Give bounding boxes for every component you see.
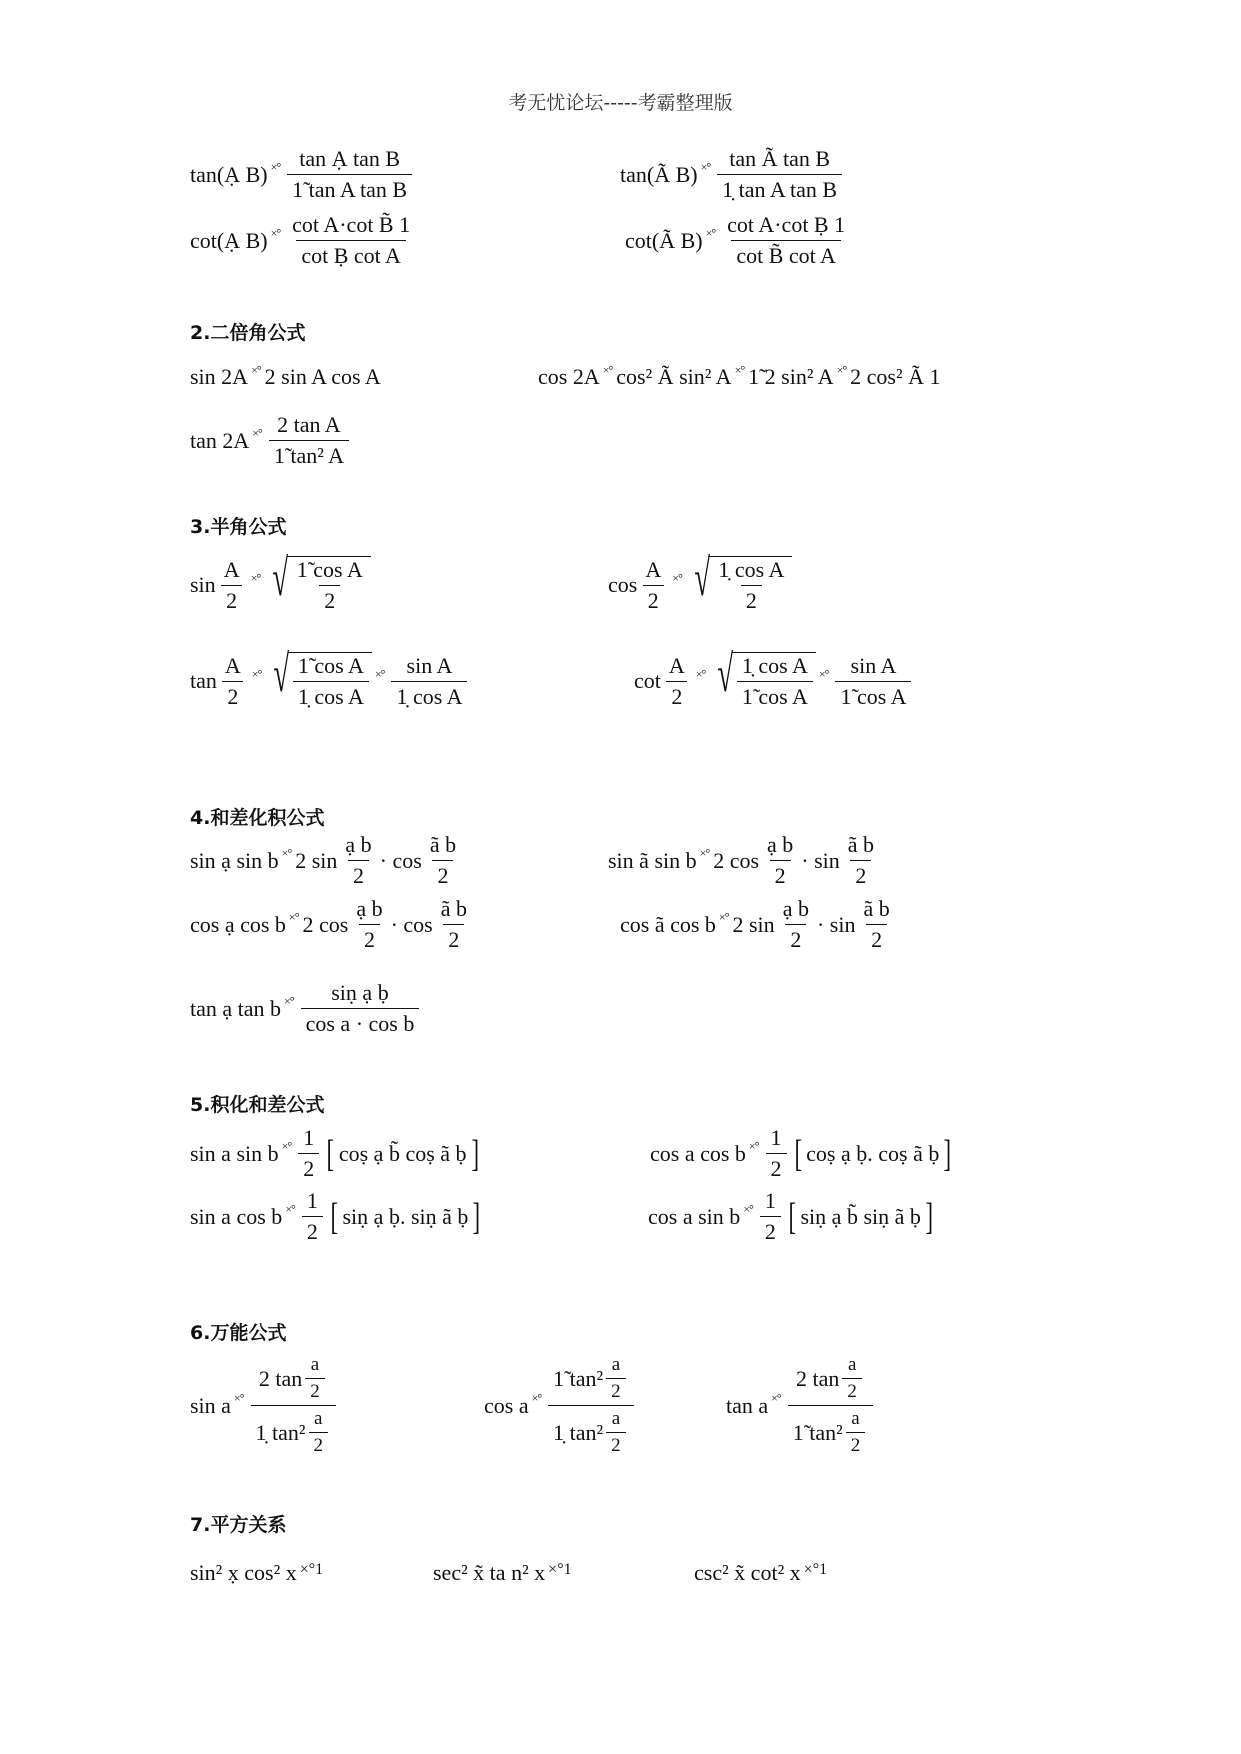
formula-rhs: 2 cos² Ã 1 bbox=[850, 364, 941, 389]
fraction bbox=[664, 653, 690, 710]
numerator: a bbox=[847, 1354, 857, 1375]
left-bracket: [ bbox=[794, 1132, 802, 1175]
formula-lhs: cos a bbox=[484, 1392, 529, 1418]
fraction bbox=[269, 412, 349, 469]
denominator: 2 bbox=[298, 1153, 319, 1182]
equals-mark: ×° bbox=[285, 1202, 295, 1216]
formula-cos-half bbox=[608, 550, 792, 614]
left-bracket: [ bbox=[788, 1195, 796, 1238]
formula-lhs: tan ạ tan b bbox=[190, 995, 282, 1021]
equals-mark: ×° bbox=[250, 570, 261, 585]
numerator: a bbox=[611, 1408, 621, 1429]
equals-mark: ×° bbox=[818, 666, 829, 681]
formula-lhs: tan(Ạ B) bbox=[190, 161, 268, 187]
denominator: 2 bbox=[846, 1432, 866, 1457]
denominator: cot B̃ cot A bbox=[731, 240, 841, 269]
radical-sign: √ bbox=[694, 550, 710, 607]
formula-lhs: sin bbox=[190, 572, 216, 597]
page-header: 考无忧论坛-----考霸整理版 bbox=[508, 92, 733, 114]
formula-tan-half bbox=[190, 646, 470, 710]
right-bracket: ] bbox=[472, 1195, 481, 1238]
section-heading: 6.万能公式 bbox=[190, 1322, 287, 1344]
fraction bbox=[436, 896, 472, 953]
formula-lhs: cot bbox=[634, 668, 661, 693]
equals-mark: ×° bbox=[251, 666, 262, 681]
denominator: 2 bbox=[643, 585, 664, 614]
fraction bbox=[835, 653, 911, 710]
denominator: 2 bbox=[432, 860, 453, 889]
formula-term: 2 cos bbox=[713, 847, 760, 873]
fraction bbox=[606, 1354, 626, 1403]
formula-lhs: tan(Ã B) bbox=[620, 161, 698, 187]
numerator-term: 1̃ tan² bbox=[553, 1365, 604, 1391]
formula-lhs: tan bbox=[190, 668, 217, 693]
fraction bbox=[846, 1408, 866, 1457]
numerator: A bbox=[223, 556, 240, 582]
denominator: cos a · cos b bbox=[301, 1008, 420, 1037]
equals-mark: ×° bbox=[270, 226, 281, 240]
formula-cot-half bbox=[634, 646, 914, 710]
fraction bbox=[737, 653, 813, 710]
denominator: 2 bbox=[319, 585, 340, 614]
numerator: ã b bbox=[863, 896, 890, 921]
numerator: ạ b bbox=[356, 896, 383, 921]
equals-mark: ×° bbox=[251, 362, 261, 377]
formula-lhs: tan 2A bbox=[190, 427, 250, 453]
fraction bbox=[842, 1354, 862, 1403]
equals-mark: ×°1 bbox=[548, 1561, 572, 1578]
formula-lhs: sin ạ sin b bbox=[190, 847, 279, 873]
equals-mark: ×° bbox=[700, 160, 711, 174]
formula-sin-double bbox=[190, 364, 381, 390]
fraction bbox=[220, 653, 246, 710]
denominator: 2 bbox=[359, 924, 380, 953]
formula-tan-diff bbox=[620, 146, 845, 203]
denominator: 2 bbox=[222, 681, 243, 710]
formula-lhs: cos a cos b bbox=[650, 1140, 746, 1166]
denominator: 2 bbox=[766, 1153, 787, 1182]
fraction bbox=[766, 1125, 787, 1182]
formula-sin-half bbox=[190, 550, 371, 614]
formula-sum-to-product-sin-minus bbox=[608, 832, 882, 889]
denominator: 2 bbox=[760, 1216, 781, 1245]
section-heading: 2.二倍角公式 bbox=[190, 322, 306, 344]
denominator: 1̃ tan² A bbox=[269, 440, 349, 469]
denominator bbox=[251, 1405, 336, 1457]
numerator: ã b bbox=[847, 832, 875, 857]
denominator: 1̃ tan A tan B bbox=[287, 174, 412, 203]
fraction bbox=[640, 557, 666, 614]
formula-pythagorean-sin-cos bbox=[190, 1560, 327, 1586]
denominator: 2 bbox=[770, 860, 791, 889]
numerator: 1̣ cos A bbox=[718, 557, 785, 582]
left-bracket: [ bbox=[326, 1132, 335, 1175]
section-heading: 7.平方关系 bbox=[190, 1514, 287, 1536]
right-bracket: ] bbox=[471, 1132, 479, 1175]
numerator-term: 2 tan bbox=[796, 1365, 840, 1391]
denominator: 2 bbox=[666, 681, 687, 710]
formula-rhs: 1̃ 2 sin² A bbox=[748, 364, 834, 389]
formula-tan-sum bbox=[190, 146, 415, 203]
formula-lhs: cos a sin b bbox=[648, 1203, 741, 1229]
numerator: ạ b bbox=[345, 832, 372, 857]
fraction bbox=[713, 557, 789, 614]
numerator: ạ b bbox=[767, 832, 794, 857]
formula-tan-double bbox=[190, 412, 352, 469]
formula-lhs: cos bbox=[608, 572, 638, 597]
fraction bbox=[351, 896, 387, 953]
numerator bbox=[548, 1354, 633, 1405]
fraction bbox=[287, 146, 412, 203]
formula-universal-cos bbox=[484, 1354, 637, 1457]
formula-tan-sum-product bbox=[190, 980, 422, 1037]
denominator: 2 bbox=[302, 1216, 323, 1245]
formula-term: · sin bbox=[801, 847, 840, 873]
fraction bbox=[287, 212, 415, 269]
radicand bbox=[287, 556, 371, 614]
equals-mark: ×° bbox=[748, 1139, 759, 1153]
fraction bbox=[778, 896, 814, 953]
numerator: 1̣ cos A bbox=[741, 653, 808, 678]
denominator bbox=[548, 1405, 633, 1457]
denominator: cot Ḅ cot A bbox=[296, 240, 406, 269]
formula-cos-double bbox=[538, 364, 940, 390]
formula-product-to-sum-sin-cos bbox=[190, 1188, 485, 1245]
radicand bbox=[288, 652, 372, 710]
formula-cot-sum bbox=[190, 212, 418, 269]
formula-term: 2 cos bbox=[302, 911, 349, 937]
square-root bbox=[267, 646, 372, 710]
formula-lhs: sin a sin b bbox=[190, 1140, 279, 1166]
numerator: siṇ ạ ḅ bbox=[331, 980, 389, 1005]
denominator: 1̣ cos A bbox=[391, 681, 467, 710]
equals-mark: ×° bbox=[695, 666, 706, 681]
fraction bbox=[301, 980, 420, 1037]
denominator: 1̃ cos A bbox=[737, 681, 813, 710]
fraction bbox=[292, 557, 368, 614]
formula-sum-to-product-sin-plus bbox=[190, 832, 464, 889]
fraction bbox=[391, 653, 467, 710]
denominator-term: 1̣ tan² bbox=[553, 1419, 604, 1445]
denominator: 1̃ cos A bbox=[835, 681, 911, 710]
formula-product-to-sum-cos-cos bbox=[650, 1125, 956, 1182]
numerator: ã b bbox=[429, 832, 457, 857]
equals-mark: ×° bbox=[602, 362, 613, 377]
fraction bbox=[760, 1188, 781, 1245]
denominator: 2 bbox=[785, 924, 806, 953]
numerator: 1 bbox=[764, 1188, 776, 1213]
square-root bbox=[266, 550, 371, 614]
numerator: a bbox=[310, 1354, 320, 1375]
formula-lhs: sin 2A bbox=[190, 364, 249, 389]
equals-mark: ×° bbox=[672, 570, 682, 585]
equals-mark: ×° bbox=[281, 846, 292, 860]
fraction bbox=[219, 557, 245, 614]
section-heading: 5.积化和差公式 bbox=[190, 1094, 325, 1116]
denominator: 2 bbox=[348, 860, 369, 889]
bracket-content: siṇ ạ b̃ siṇ ã ḅ bbox=[800, 1203, 921, 1229]
section-heading: 4.和差化积公式 bbox=[190, 807, 325, 829]
formula-lhs: sec² x̃ ta n² x bbox=[433, 1560, 546, 1585]
formula-product-to-sum-sin-sin bbox=[190, 1125, 483, 1182]
formula-sum-to-product-cos-minus bbox=[620, 896, 898, 953]
fraction bbox=[425, 832, 461, 889]
numerator: sin A bbox=[406, 652, 453, 678]
numerator bbox=[791, 1354, 870, 1405]
formula-lhs: sin a cos b bbox=[190, 1203, 283, 1229]
radical-sign: √ bbox=[717, 646, 734, 703]
denominator bbox=[788, 1405, 873, 1457]
equals-mark: ×° bbox=[771, 1391, 781, 1405]
equals-mark: ×° bbox=[270, 160, 281, 174]
numerator: a bbox=[611, 1354, 621, 1375]
denominator: 2 bbox=[741, 585, 762, 614]
equals-mark: ×° bbox=[718, 910, 729, 924]
fraction bbox=[606, 1408, 626, 1457]
denominator: 2 bbox=[443, 924, 464, 953]
formula-lhs: cos ạ cos b bbox=[190, 911, 286, 937]
numerator bbox=[254, 1354, 333, 1405]
numerator-term: 2 tan bbox=[258, 1365, 303, 1391]
numerator: 1 bbox=[306, 1188, 318, 1213]
radicand bbox=[708, 556, 792, 614]
section-heading: 3.半角公式 bbox=[190, 516, 287, 538]
formula-term: · cos bbox=[390, 911, 433, 937]
formula-term: · sin bbox=[816, 911, 856, 937]
fraction bbox=[309, 1408, 329, 1457]
formula-lhs: csc² x̃ cot² x bbox=[694, 1560, 801, 1585]
formula-rhs: cos² Ã sin² A bbox=[616, 364, 732, 389]
fraction bbox=[293, 653, 369, 710]
numerator: tan Ạ tan B bbox=[299, 146, 401, 171]
numerator: ạ b bbox=[782, 896, 809, 921]
denominator: 2 bbox=[606, 1378, 626, 1403]
denominator-term: 1̃ tan² bbox=[792, 1419, 843, 1445]
formula-lhs: cos 2A bbox=[538, 364, 600, 389]
equals-mark: ×° bbox=[743, 1202, 753, 1216]
numerator: 1̃ cos A bbox=[296, 557, 363, 582]
fraction bbox=[340, 832, 376, 889]
formula-pythagorean-sec-tan bbox=[433, 1560, 576, 1586]
equals-mark: ×° bbox=[734, 362, 745, 377]
formula-product-to-sum-cos-sin bbox=[648, 1188, 938, 1245]
formula-term: · cos bbox=[379, 847, 422, 873]
numerator: cot A·cot Ḅ 1 bbox=[727, 212, 846, 237]
bracket-content: coṣ ạ ḅ. coṣ ã ḅ bbox=[806, 1140, 940, 1166]
equals-mark: ×° bbox=[531, 1391, 542, 1405]
numerator: 1 bbox=[303, 1125, 315, 1150]
square-root bbox=[688, 550, 793, 614]
numerator: sin A bbox=[850, 652, 897, 678]
formula-lhs: sin² x̣ cos² x bbox=[190, 1560, 297, 1585]
equals-mark: ×° bbox=[281, 1139, 292, 1153]
fraction bbox=[858, 896, 894, 953]
equals-mark: ×°1 bbox=[299, 1561, 324, 1578]
formula-term: 2 sin bbox=[732, 911, 775, 937]
equals-mark: ×° bbox=[233, 1391, 244, 1405]
denominator: 2 bbox=[305, 1378, 325, 1403]
fraction bbox=[302, 1188, 323, 1245]
left-bracket: [ bbox=[330, 1195, 338, 1238]
equals-mark: ×° bbox=[288, 910, 299, 924]
denominator: 2 bbox=[606, 1432, 626, 1457]
square-root bbox=[711, 646, 816, 710]
numerator: tan Ã tan B bbox=[729, 146, 831, 171]
numerator: ã b bbox=[440, 896, 468, 921]
fraction bbox=[298, 1125, 319, 1182]
numerator: 1̃ cos A bbox=[297, 653, 364, 678]
denominator: 2 bbox=[309, 1432, 329, 1457]
denominator: 1̣ tan A tan B bbox=[717, 174, 842, 203]
fraction bbox=[548, 1354, 633, 1457]
denominator: 2 bbox=[866, 924, 887, 953]
equals-mark: ×°1 bbox=[803, 1561, 828, 1578]
numerator: 1 bbox=[770, 1125, 782, 1150]
numerator: 2 tan A bbox=[277, 412, 341, 437]
fraction bbox=[762, 832, 798, 889]
denominator-term: 1̣ tan² bbox=[255, 1419, 306, 1445]
numerator: A bbox=[224, 652, 241, 678]
bracket-content: coṣ ạ b̃ coṣ ã ḅ bbox=[338, 1140, 467, 1166]
formula-lhs: cos ã cos b bbox=[620, 911, 716, 937]
formula-universal-sin bbox=[190, 1354, 339, 1457]
formula-cot-diff bbox=[625, 212, 853, 269]
numerator: cot A·cot B̃ 1 bbox=[292, 212, 411, 237]
fraction bbox=[305, 1354, 325, 1403]
equals-mark: ×° bbox=[705, 226, 716, 240]
numerator: a bbox=[851, 1408, 860, 1429]
numerator: a bbox=[314, 1408, 323, 1429]
equals-mark: ×° bbox=[374, 666, 385, 681]
bracket-content: siṇ ạ ḅ. siṇ ã ḅ bbox=[342, 1203, 469, 1229]
formula-sum-to-product-cos-plus bbox=[190, 896, 475, 953]
radicand bbox=[732, 652, 816, 710]
denominator: 2 bbox=[850, 860, 871, 889]
denominator: 1̣ cos A bbox=[293, 681, 369, 710]
equals-mark: ×° bbox=[284, 994, 294, 1008]
formula-lhs: tan a bbox=[726, 1392, 769, 1418]
denominator: 2 bbox=[221, 585, 242, 614]
formula-term: 2 sin bbox=[295, 847, 338, 873]
formula-lhs: sin a bbox=[190, 1392, 231, 1418]
formula-lhs: cot(Ạ B) bbox=[190, 227, 268, 253]
radical-sign: √ bbox=[272, 550, 289, 607]
equals-mark: ×° bbox=[252, 426, 262, 440]
equals-mark: ×° bbox=[836, 362, 847, 377]
right-bracket: ] bbox=[943, 1132, 952, 1175]
numerator: A bbox=[668, 652, 685, 678]
formula-rhs: 2 sin A cos A bbox=[264, 364, 381, 389]
equals-mark: ×° bbox=[699, 846, 710, 860]
formula-lhs: sin ã sin b bbox=[608, 847, 697, 873]
fraction bbox=[843, 832, 879, 889]
formula-lhs: cot(Ã B) bbox=[625, 227, 703, 253]
fraction bbox=[251, 1354, 336, 1457]
denominator: 2 bbox=[842, 1378, 862, 1403]
radical-sign: √ bbox=[273, 646, 290, 703]
formula-universal-tan bbox=[726, 1354, 876, 1457]
numerator: A bbox=[645, 556, 662, 582]
fraction bbox=[788, 1354, 873, 1457]
fraction bbox=[717, 146, 842, 203]
fraction bbox=[722, 212, 850, 269]
formula-pythagorean-csc-cot bbox=[694, 1560, 831, 1586]
right-bracket: ] bbox=[925, 1195, 934, 1238]
